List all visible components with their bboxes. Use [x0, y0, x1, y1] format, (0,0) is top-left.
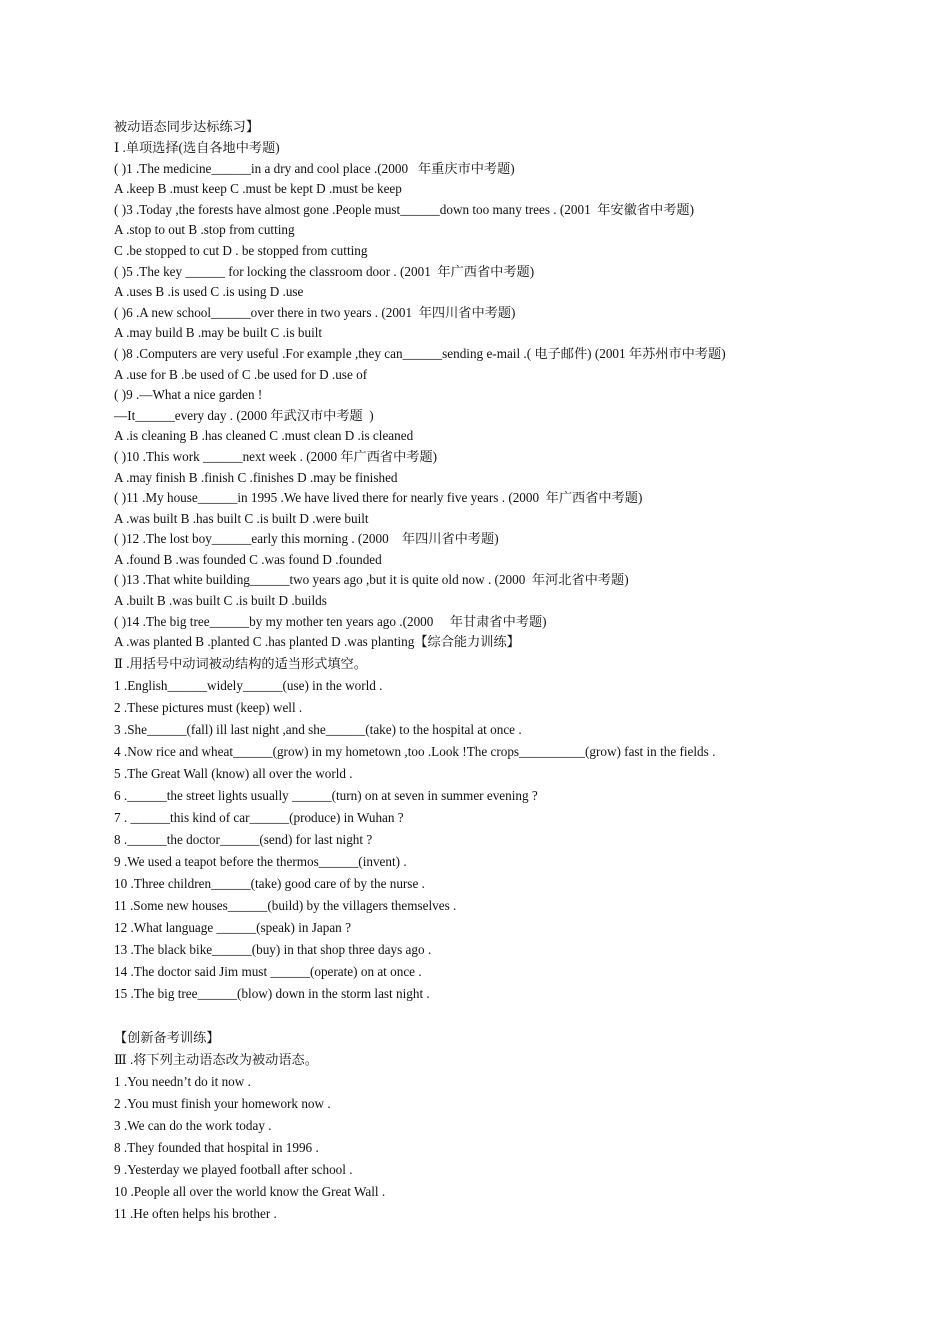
question-line: 2 .You must finish your homework now . — [114, 1095, 331, 1111]
worksheet-title: 被动语态同步达标练习】 — [114, 119, 260, 134]
question-line: A .may finish B .finish C .finishes D .may be finished — [114, 469, 398, 485]
question-line: ( )14 .The big tree______by my mother ten years ago .(2000 年甘肃省中考题) — [114, 613, 547, 629]
question-line: ( )11 .My house______in 1995 .We have lived there for nearly five years . (2000 年广西省中考题) — [114, 490, 643, 506]
section-3-heading: Ⅲ .将下列主动语态改为被动语态。 — [114, 1051, 318, 1067]
question-line: A .built B .was built C .is built D .builds — [114, 593, 327, 609]
question-line: 14 .The doctor said Jim must ______(operate) on at once . — [114, 963, 422, 979]
question-line: 8 .______the doctor______(send) for last night ? — [114, 831, 373, 847]
section-1 — [114, 138, 894, 653]
section-3-questions — [114, 1071, 894, 1225]
question-line: A .was planted B .planted C .has planted D .was planting【综合能力训练】 — [114, 634, 520, 650]
section-1-questions — [114, 159, 894, 653]
question-line: 11 .He often helps his brother . — [114, 1205, 277, 1221]
question-line: 6 .______the street lights usually ______(turn) on at seven in summer evening ? — [114, 787, 538, 803]
question-line: 9 .Yesterday we played football after school . — [114, 1161, 353, 1177]
spacer — [114, 1005, 894, 1027]
question-line: A .use for B .be used of C .be used for D .use of — [114, 366, 368, 382]
question-line: 4 .Now rice and wheat______(grow) in my hometown ,too .Look !The crops__________(grow) fast in the fields . — [114, 743, 716, 759]
question-line: A .is cleaning B .has cleaned C .must clean D .is cleaned — [114, 428, 414, 444]
question-line: A .may build B .may be built C .is built — [114, 325, 323, 341]
question-line: 13 .The black bike______(buy) in that shop three days ago . — [114, 941, 432, 957]
question-line: 10 .Three children______(take) good care of by the nurse . — [114, 875, 425, 891]
question-line: 1 .English______widely______(use) in the world . — [114, 677, 383, 693]
question-line: ( )5 .The key ______ for locking the classroom door . (2001 年广西省中考题) — [114, 263, 535, 279]
question-line: C .be stopped to cut D . be stopped from cutting — [114, 242, 368, 258]
section-1-heading: Ⅰ .单项选择(选自各地中考题) — [114, 140, 280, 155]
question-line: ( )8 .Computers are very useful .For example ,they can______sending e-mail .( 电子邮件) (2001 年苏州市中考题) — [114, 345, 726, 361]
question-line: A .uses B .is used C .is using D .use — [114, 284, 304, 300]
question-line: ( )6 .A new school______over there in two years . (2001 年四川省中考题) — [114, 304, 516, 320]
section-2-questions — [114, 675, 894, 1005]
question-line: 15 .The big tree______(blow) down in the storm last night . — [114, 985, 430, 1001]
section-2 — [114, 653, 894, 1005]
question-line: A .found B .was founded C .was found D .founded — [114, 551, 382, 567]
question-line: 11 .Some new houses______(build) by the villagers themselves . — [114, 897, 457, 913]
question-line: 8 .They founded that hospital in 1996 . — [114, 1139, 319, 1155]
section-2-heading: Ⅱ .用括号中动词被动结构的适当形式填空。 — [114, 655, 367, 671]
worksheet — [114, 116, 894, 1225]
question-line: ( )9 .—What a nice garden ! — [114, 387, 263, 403]
question-line: ( )3 .Today ,the forests have almost gone .People must______down too many trees . (2001 年安徽省中考题) — [114, 201, 694, 217]
question-line: ( )10 .This work ______next week . (2000 年广西省中考题) — [114, 448, 438, 464]
question-line: 9 .We used a teapot before the thermos______(invent) . — [114, 853, 407, 869]
question-line: ( )1 .The medicine______in a dry and cool place .(2000 年重庆市中考题) — [114, 160, 515, 176]
question-line: 2 .These pictures must (keep) well . — [114, 699, 303, 715]
question-line: ( )13 .That white building______two years ago ,but it is quite old now . (2000 年河北省中考题) — [114, 572, 629, 588]
question-line: A .keep B .must keep C .must be kept D .must be keep — [114, 181, 402, 197]
question-line: 7 . ______this kind of car______(produce) in Wuhan ? — [114, 809, 404, 825]
question-line: ( )12 .The lost boy______early this morning . (2000 年四川省中考题) — [114, 531, 499, 547]
question-line: 3 .She______(fall) ill last night ,and she______(take) to the hospital at once . — [114, 721, 522, 737]
question-line: 10 .People all over the world know the Great Wall . — [114, 1183, 386, 1199]
question-line: A .stop to out B .stop from cutting — [114, 222, 295, 238]
question-line: —It______every day . (2000 年武汉市中考题 ) — [114, 407, 374, 423]
section-3 — [114, 1027, 894, 1225]
section-3-label: 【创新备考训练】 — [114, 1029, 220, 1045]
question-line: 12 .What language ______(speak) in Japan ? — [114, 919, 351, 935]
question-line: A .was built B .has built C .is built D .were built — [114, 510, 369, 526]
question-line: 1 .You needn’t do it now . — [114, 1073, 251, 1089]
question-line: 3 .We can do the work today . — [114, 1117, 272, 1133]
question-line: 5 .The Great Wall (know) all over the world . — [114, 765, 353, 781]
